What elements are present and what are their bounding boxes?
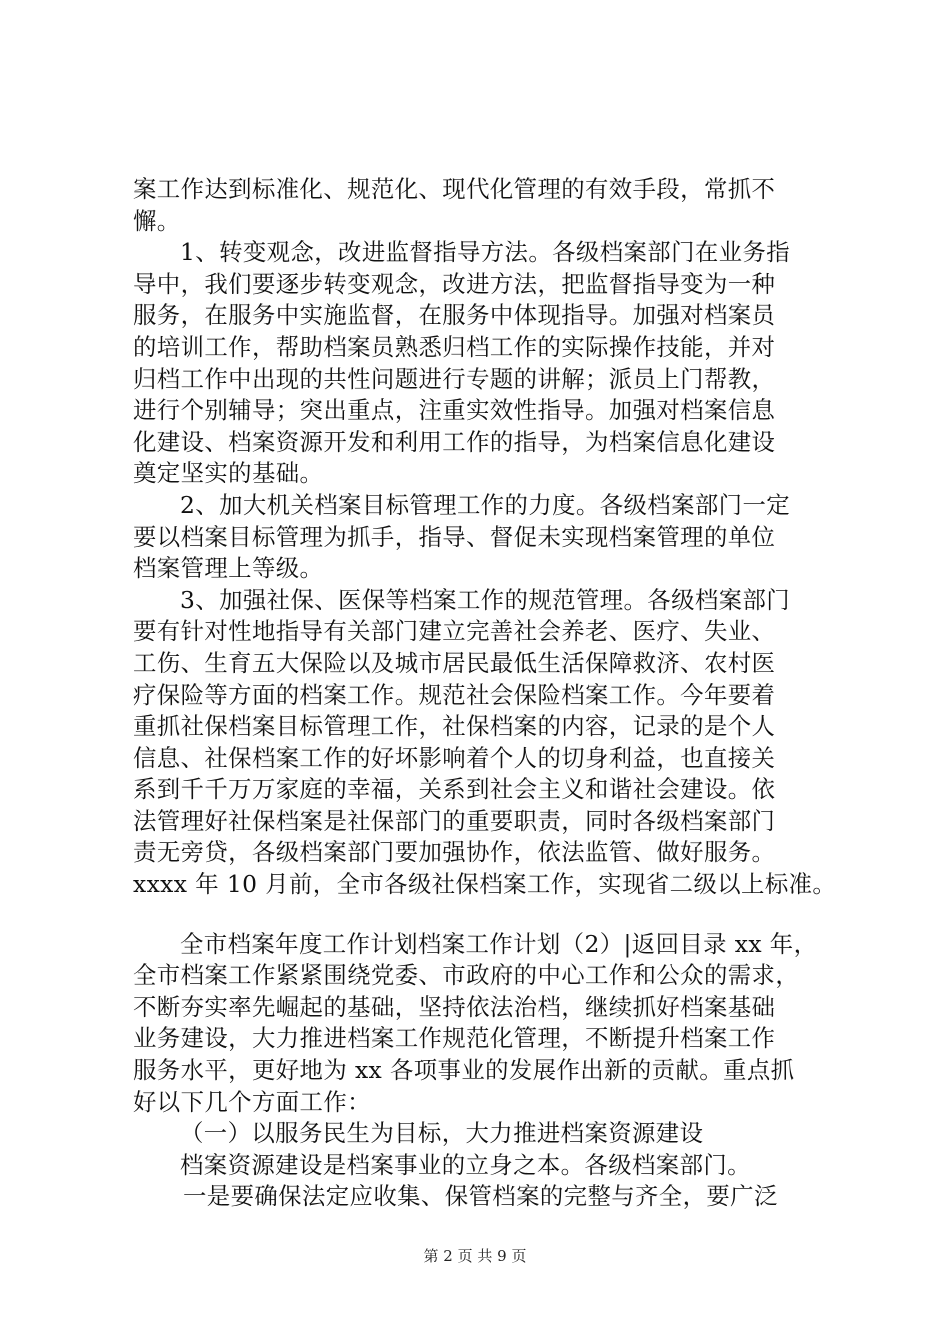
text-line: 归档工作中出现的共性问题进行专题的讲解；派员上门帮教， [133, 364, 776, 393]
text-line: 1、转变观念，改进监督指导方法。各级档案部门在业务指 [180, 238, 791, 267]
text-line: 疗保险等方面的档案工作。规范社会保险档案工作。今年要着 [133, 680, 776, 709]
text-line: 业务建设，大力推进档案工作规范化管理，不断提升档案工作 [133, 1024, 776, 1053]
text-line: 好以下几个方面工作： [133, 1087, 371, 1116]
text-line: 要有针对性地指导有关部门建立完善社会养老、医疗、失业、 [133, 617, 776, 646]
text-line: 服务，在服务中实施监督，在服务中体现指导。加强对档案员 [133, 301, 776, 330]
text-line: 系到千千万万家庭的幸福，关系到社会主义和谐社会建设。依 [133, 775, 776, 804]
text-line: 重抓社保档案目标管理工作，社保档案的内容，记录的是个人 [133, 712, 776, 741]
text-line: 2、加大机关档案目标管理工作的力度。各级档案部门一定 [180, 490, 791, 519]
page-number-footer: 第 2 页 共 9 页 [423, 1247, 527, 1265]
text-line: 档案管理上等级。 [133, 554, 324, 583]
text-line: 3、加强社保、医保等档案工作的规范管理。各级档案部门 [180, 585, 791, 614]
text-line: 懈。 [133, 206, 181, 235]
text-line: 化建设、档案资源开发和利用工作的指导，为档案信息化建设 [133, 427, 776, 456]
text-line: 不断夯实率先崛起的基础，坚持依法治档，继续抓好档案基础 [133, 992, 776, 1021]
text-line: 档案资源建设是档案事业的立身之本。各级档案部门。 [180, 1150, 751, 1179]
text-line: 服务水平，更好地为 xx 各项事业的发展作出新的贡献。重点抓 [133, 1056, 795, 1085]
text-line: 一是要确保法定应收集、保管档案的完整与齐全，要广泛 [183, 1182, 778, 1211]
text-line: 要以档案目标管理为抓手，指导、督促未实现档案管理的单位 [133, 522, 776, 551]
text-line: 法管理好社保档案是社保部门的重要职责，同时各级档案部门 [133, 806, 776, 835]
text-line: 案工作达到标准化、规范化、现代化管理的有效手段，常抓不 [133, 175, 776, 203]
text-line: 奠定坚实的基础。 [133, 459, 324, 488]
text-line: 工伤、生育五大保险以及城市居民最低生活保障救济、农村医 [133, 648, 776, 677]
text-line: 的培训工作，帮助档案员熟悉归档工作的实际操作技能，并对 [133, 332, 776, 361]
text-line: 导中，我们要逐步转变观念，改进方法，把监督指导变为一种 [133, 269, 776, 298]
text-line: xxxx 年 10 月前，全市各级社保档案工作，实现省二级以上标准。 [133, 870, 837, 899]
section-heading: （一）以服务民生为目标，大力推进档案资源建设 [180, 1119, 704, 1148]
text-line: 责无旁贷，各级档案部门要加强协作，依法监管、做好服务。 [133, 838, 776, 867]
paragraph-gap [133, 901, 823, 929]
text-line: 进行个别辅导；突出重点，注重实效性指导。加强对档案信息 [133, 396, 776, 425]
text-line: 信息、社保档案工作的好坏影响着个人的切身利益，也直接关 [133, 743, 776, 772]
text-line: 全市档案工作紧紧围绕党委、市政府的中心工作和公众的需求， [133, 961, 800, 990]
text-line: 全市档案年度工作计划档案工作计划（2）|返回目录 xx 年， [180, 929, 818, 958]
document-body [133, 174, 837, 1213]
